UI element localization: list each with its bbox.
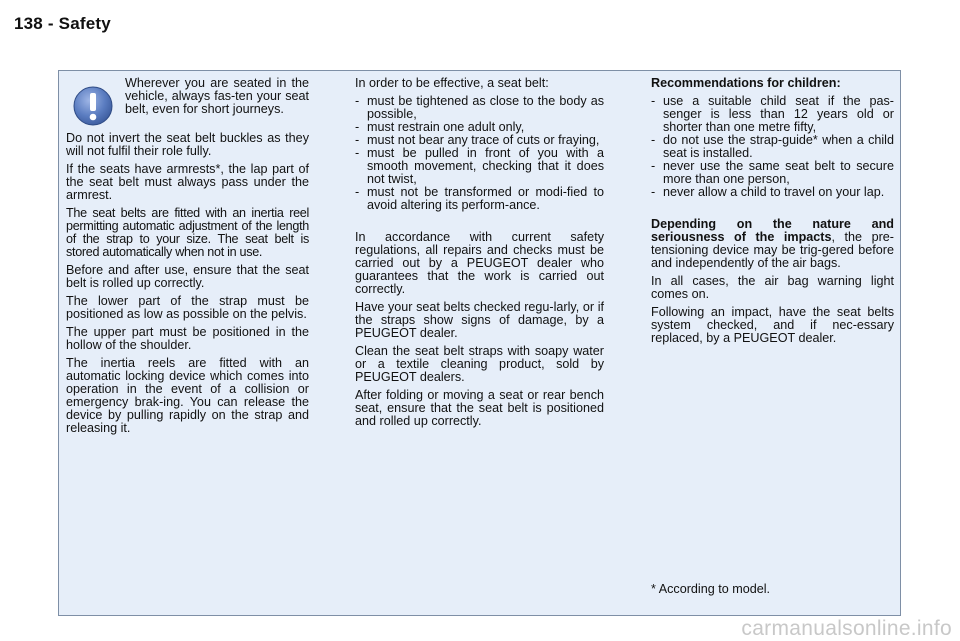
list-item: - must be pulled in front of you with a smooth movement, checking that it does not twist, bbox=[355, 147, 604, 186]
paragraph: Do not invert the seat belt buckles as they will not fulfil their role fully. bbox=[66, 131, 309, 158]
page-title: 138 - Safety bbox=[14, 14, 111, 33]
paragraph: Following an impact, have the seat belts system checked, and if nec-essary replaced, by a PEUGEOT dealer. bbox=[651, 305, 894, 345]
impact-paragraph bbox=[651, 218, 894, 270]
warning-intro bbox=[66, 77, 309, 127]
watermark: carmanualsonline.info bbox=[741, 617, 952, 640]
list-item: - must restrain one adult only, bbox=[355, 121, 604, 134]
list-item: - do not use the strap-guide* when a child seat is installed. bbox=[651, 134, 894, 160]
list-item: - must not be transformed or modi-fied to avoid altering its perform-ance. bbox=[355, 186, 604, 212]
paragraph: Before and after use, ensure that the seat belt is rolled up correctly. bbox=[66, 263, 309, 290]
impact-rest: , the pre-tensioning device may be trig-gered before and independently of the air bags. bbox=[651, 230, 895, 270]
lead-text: In order to be effective, a seat belt: bbox=[355, 76, 549, 90]
exclamation-warning-icon bbox=[72, 85, 114, 127]
list-item: - never allow a child to travel on your lap. bbox=[651, 186, 894, 199]
paragraph: Have your seat belts checked regu-larly, or if the straps show signs of damage, by a PEUGEOT dealer. bbox=[355, 300, 604, 340]
paragraph: The seat belts are fitted with an inertia reel permitting automatic adjustment of the length of the strap to your size. The seat belt is stored automatically when not in use. bbox=[66, 206, 309, 259]
paragraph: In all cases, the air bag warning light comes on. bbox=[651, 274, 894, 301]
list-item: - use a suitable child seat if the pas-senger is less than 12 years old or shorter than one metre fifty, bbox=[651, 95, 894, 134]
seat-belt-requirements-list bbox=[355, 95, 604, 212]
paragraph: The lower part of the strap must be positioned as low as possible on the pelvis. bbox=[66, 294, 309, 321]
list-item: - must be tightened as close to the body as possible, bbox=[355, 95, 604, 121]
impact-bold: Depending on the nature and seriousness of the impacts bbox=[651, 217, 894, 244]
intro-text: Wherever you are seated in the vehicle, always fas-ten your seat belt, even for short journeys. bbox=[125, 76, 309, 116]
paragraph: The upper part must be positioned in the hollow of the shoulder. bbox=[66, 325, 309, 352]
section-heading: Recommendations for children: bbox=[651, 76, 841, 90]
column-1 bbox=[66, 77, 309, 440]
footnote: * According to model. bbox=[651, 582, 771, 596]
content-panel bbox=[58, 70, 901, 616]
list-item: - never use the same seat belt to secure more than one person, bbox=[651, 160, 894, 186]
children-recommendations-list bbox=[651, 95, 894, 199]
column-3 bbox=[651, 77, 894, 350]
paragraph: The inertia reels are fitted with an automatic locking device which comes into operation in the event of a collision or emergency brak-ing. You can release the device by pulling rapidly on the strap and releasing it. bbox=[66, 356, 309, 435]
paragraph: Clean the seat belt straps with soapy water or a textile cleaning product, sold by PEUGEOT dealers. bbox=[355, 344, 604, 384]
list-item: - must not bear any trace of cuts or fraying, bbox=[355, 134, 604, 147]
column-2 bbox=[355, 77, 604, 433]
paragraph: After folding or moving a seat or rear bench seat, ensure that the seat belt is positioned and rolled up correctly. bbox=[355, 388, 604, 428]
paragraph: In accordance with current safety regulations, all repairs and checks must be carried out by a PEUGEOT dealer who guarantees that the work is carried out correctly. bbox=[355, 230, 604, 296]
paragraph: If the seats have armrests*, the lap part of the seat belt must always pass under the armrest. bbox=[66, 162, 309, 202]
